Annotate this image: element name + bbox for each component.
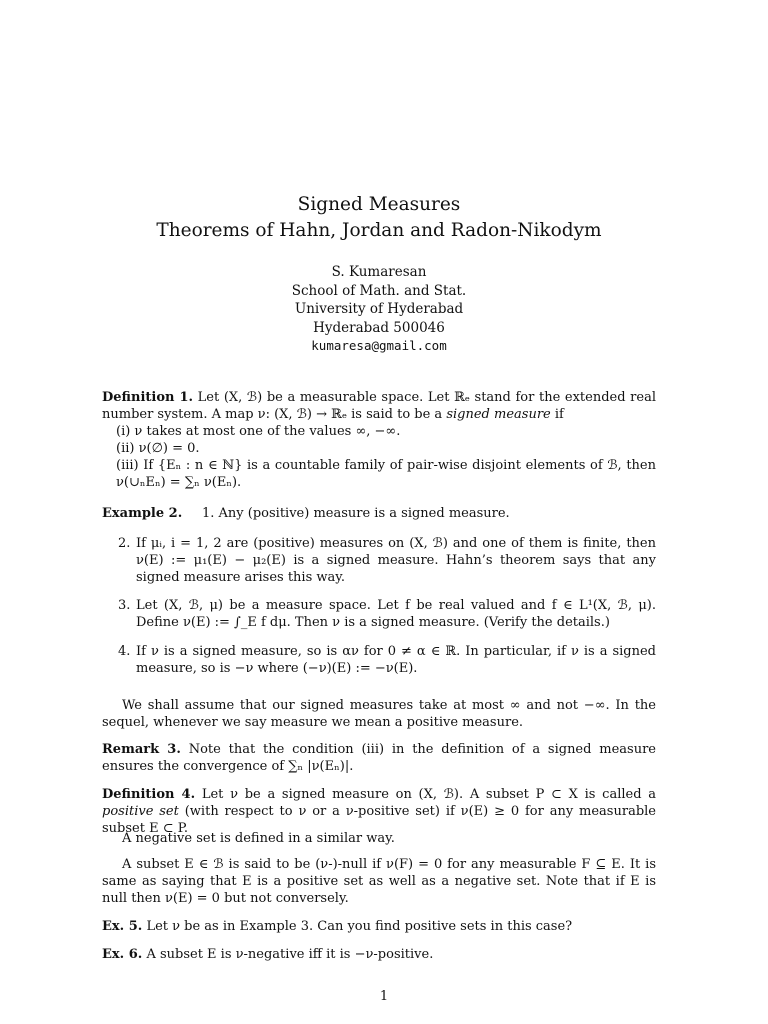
remark-3-text: Note that the condition (iii) in the definition of a signed measure ensures the convergence of ∑ₙ |ν(Eₙ)|.	[102, 742, 656, 774]
example-2-item-1-num: 1.	[202, 506, 215, 521]
definition-4-term: positive set	[102, 804, 179, 819]
example-2-item-2-num: 2.	[118, 536, 131, 551]
exercise-6	[102, 946, 656, 963]
example-2-item-3-num: 3.	[118, 598, 131, 613]
example-2-item-4-text: If ν is a signed measure, so is αν for 0 ≠ α ∈ ℝ. In particular, if ν is a signed measure, so is −ν where (−ν)(E) := −ν(E).	[136, 644, 656, 676]
definition-1-after: if	[550, 407, 564, 422]
paragraph-null-set: A subset E ∈ ℬ is said to be (ν-)-null if ν(F) = 0 for any measurable F ⊆ E. It is same as saying that E is a positive set as well as a negative set. Note that if E is null then ν(E) = 0 but not conversely.	[102, 857, 656, 906]
remark-3	[102, 741, 656, 775]
paragraph-assumption: We shall assume that our signed measures take at most ∞ and not −∞. In the sequel, whenever we say measure we mean a positive measure.	[102, 698, 656, 730]
title-line-2: Theorems of Hahn, Jordan and Radon-Nikodym	[156, 220, 602, 241]
definition-4-text-2: (with respect to ν or a ν-positive set) if ν(E) ≥ 0 for any measurable subset E ⊂ P.	[102, 804, 656, 836]
exercise-6-text: A subset E is ν-negative iff it is −ν-positive.	[146, 947, 434, 962]
exercise-5-text: Let ν be as in Example 3. Can you find positive sets in this case?	[146, 919, 573, 934]
definition-1-item-i: (i) ν takes at most one of the values ∞, −∞.	[116, 424, 401, 439]
author-email[interactable]: kumaresa@gmail.com	[311, 338, 447, 354]
definition-1-term: signed measure	[446, 407, 551, 422]
definition-1-item-iii-text: (iii) If {Eₙ : n ∈ ℕ} is a countable family of pair-wise disjoint elements of ℬ, then ν(∪ₙEₙ) = ∑ₙ ν(Eₙ).	[116, 458, 656, 490]
example-2-item-2-text: If μᵢ, i = 1, 2 are (positive) measures on (X, ℬ) and one of them is finite, then ν(E) := μ₁(E) − μ₂(E) is a signed measure. Hahn’s theorem says that any signed measure arises this way.	[136, 536, 656, 585]
example-2-item-1	[202, 505, 656, 522]
example-2-item-4-num: 4.	[118, 644, 131, 659]
example-2-item-1-text: Any (positive) measure is a signed measure.	[218, 506, 510, 521]
remark-3-label: Remark 3.	[102, 742, 181, 757]
example-2-item-3-text: Let (X, ℬ, μ) be a measure space. Let f be real valued and f ∈ L¹(X, ℬ, μ). Define ν(E) := ∫_E f dμ. Then ν is a signed measure. (Verify the details.)	[136, 598, 656, 630]
exercise-6-label: Ex. 6.	[102, 947, 143, 962]
exercise-5	[102, 918, 656, 935]
exercise-5-label: Ex. 5.	[102, 919, 143, 934]
definition-1-text: Let (X, ℬ) be a measurable space. Let ℝₑ stand for the extended real number system. A map ν: (X, ℬ) → ℝₑ is said to be a	[102, 390, 656, 422]
author-university: University of Hyderabad	[294, 301, 464, 318]
author-city: Hyderabad 500046	[313, 319, 445, 336]
title-line-1: Signed Measures	[297, 194, 461, 215]
definition-1-item-ii: (ii) ν(∅) = 0.	[116, 441, 200, 456]
definition-4-text-1: Let ν be a signed measure on (X, ℬ). A subset P ⊂ X is called a	[201, 787, 656, 802]
author-department: School of Math. and Stat.	[291, 282, 467, 299]
definition-1	[102, 389, 656, 491]
definition-4-label: Definition 4.	[102, 787, 196, 802]
definition-1-label: Definition 1.	[102, 390, 194, 405]
author-block	[102, 263, 656, 356]
definition-1-item-iii	[102, 457, 656, 491]
paragraph-negative-set: A negative set is defined in a similar way.	[122, 831, 395, 846]
author-name: S. Kumaresan	[331, 264, 427, 280]
page-number: 1	[379, 989, 389, 1004]
example-2-label: Example 2.	[102, 506, 183, 521]
